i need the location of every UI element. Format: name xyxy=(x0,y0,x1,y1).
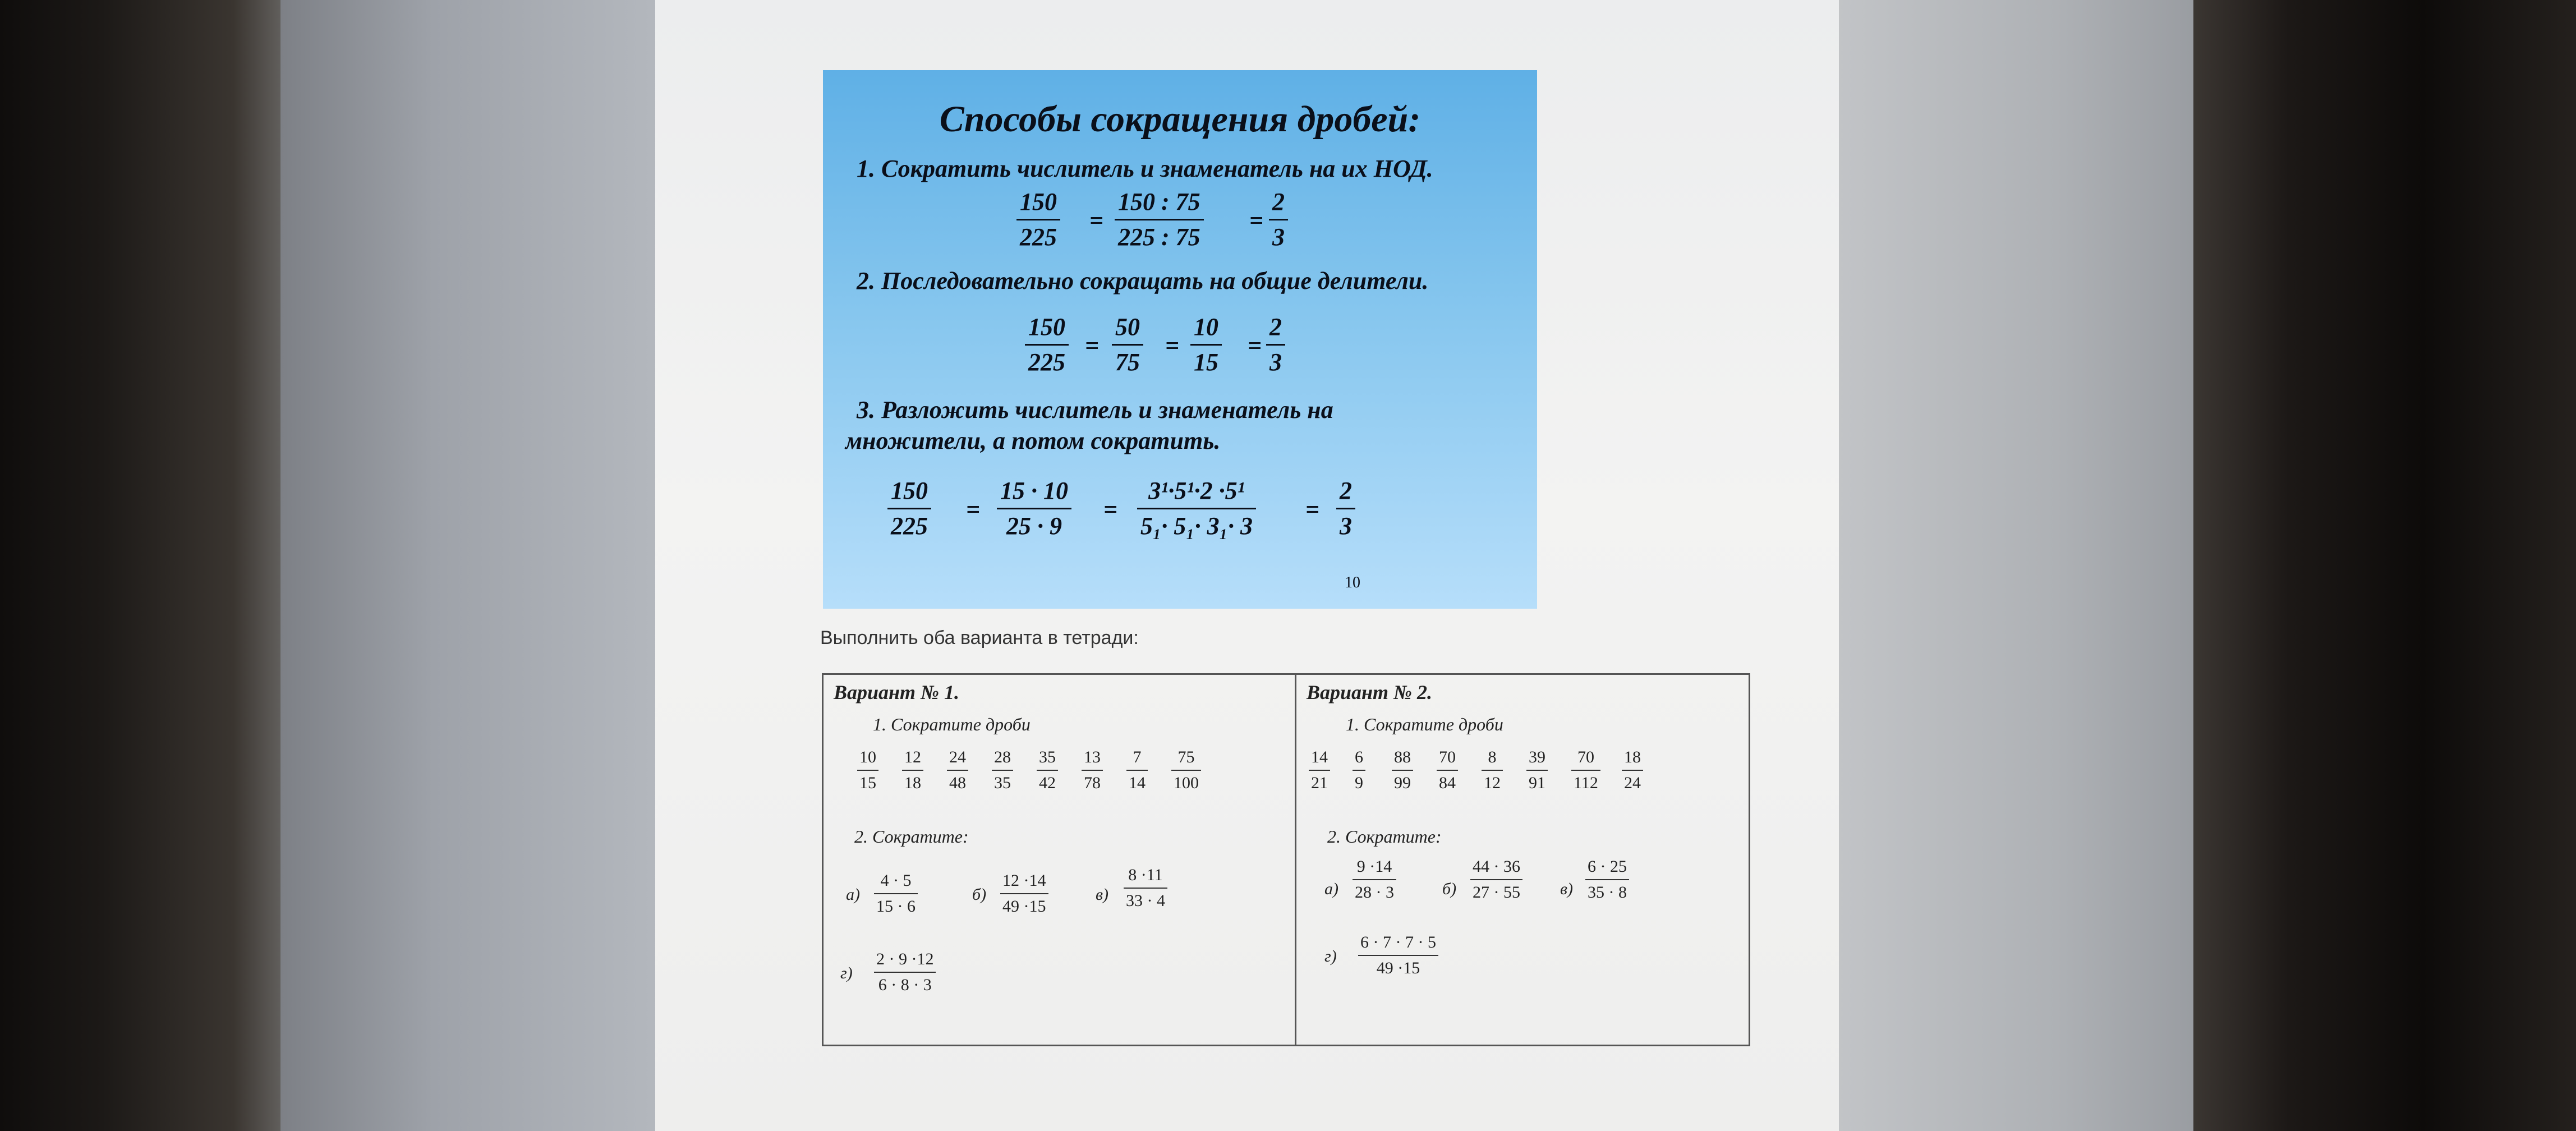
product-fraction: $\frac{12 \cdot 14}{49 \cdot 15}$ xyxy=(1000,868,1048,919)
equals-sign: = xyxy=(1085,332,1100,360)
screen-background-left xyxy=(280,0,662,1131)
equals-sign: = xyxy=(1103,496,1118,523)
fraction: $\frac{7}{14}$ xyxy=(1126,745,1148,796)
m3-fraction: $\frac{2}{3}$ xyxy=(1336,474,1355,543)
fraction: $\frac{12}{18}$ xyxy=(902,745,923,796)
m1-fraction: $\frac{2}{3}$ xyxy=(1269,185,1288,254)
product-fraction: $\frac{6 \cdot 25}{35 \cdot 8}$ xyxy=(1585,854,1629,905)
fraction: $\frac{88}{99}$ xyxy=(1392,745,1413,796)
item-label: в) xyxy=(1096,885,1109,904)
fraction: $\frac{18}{24}$ xyxy=(1622,745,1643,796)
m3-fraction: $\frac{15 \cdot 10}{25 \cdot 9}$ xyxy=(997,474,1071,543)
equals-sign: = xyxy=(1249,207,1264,235)
fraction: $\frac{14}{21}$ xyxy=(1309,745,1330,796)
item-label: а) xyxy=(1324,880,1338,898)
item-label: в) xyxy=(1560,880,1574,898)
variant-1-task-1: 1. Сократите дроби xyxy=(873,714,1031,734)
fraction: $\frac{75}{100}$ xyxy=(1171,745,1201,796)
fraction: $\frac{70}{112}$ xyxy=(1571,745,1600,796)
variant-2-title: Вариант № 2. xyxy=(1307,681,1432,704)
product-fraction: $\frac{6 \cdot 7 \cdot 7 \cdot 5}{49 \cdot 15}$ xyxy=(1358,930,1438,981)
m2-fraction: $\frac{2}{3}$ xyxy=(1266,310,1285,379)
equals-sign: = xyxy=(1165,332,1180,360)
fraction: $\frac{10}{15}$ xyxy=(857,745,878,796)
slide-title: Способы сокращения дробей: xyxy=(939,99,1421,140)
instruction-text: Выполнить оба варианта в тетради: xyxy=(820,627,1139,649)
fraction: $\frac{39}{91}$ xyxy=(1526,745,1548,796)
m2-fraction: $\frac{50}{75}$ xyxy=(1112,310,1143,379)
fraction: $\frac{28}{35}$ xyxy=(992,745,1013,796)
fraction: $\frac{35}{42}$ xyxy=(1037,745,1058,796)
fraction: $\frac{6}{9}$ xyxy=(1353,745,1365,796)
m1-fraction: $\frac{150 : 75}{225 : 75}$ xyxy=(1115,185,1204,254)
method-1-text: 1. Сократить числитель и знаменатель на их НОД. xyxy=(857,155,1433,182)
m2-fraction: $\frac{10}{15}$ xyxy=(1190,310,1222,379)
variant-1-task-2: 2. Сократите: xyxy=(854,826,969,847)
m2-fraction: $\frac{150}{225}$ xyxy=(1025,310,1069,379)
method-3-text-line2: множители, а потом сократить. xyxy=(845,427,1221,454)
slide-page-number: 10 xyxy=(1345,574,1360,591)
variant-1-column xyxy=(824,675,1296,1045)
equals-sign: = xyxy=(966,496,981,523)
reduction-methods-slide xyxy=(823,70,1537,609)
m3-fraction: $\frac{150}{225}$ xyxy=(887,474,931,543)
item-label: б) xyxy=(1442,880,1457,898)
screen-background-right xyxy=(1834,0,2205,1131)
product-fraction: $\frac{9 \cdot 14}{28 \cdot 3}$ xyxy=(1353,854,1396,905)
monitor-bezel-left xyxy=(0,0,292,1131)
item-label: г) xyxy=(1324,947,1337,966)
fraction: $\frac{70}{84}$ xyxy=(1437,745,1458,796)
product-fraction: $\frac{2 \cdot 9 \cdot 12}{6 \cdot 8 \cdot 3}$ xyxy=(874,947,936,997)
equals-sign: = xyxy=(1248,332,1262,360)
m1-fraction: $\frac{150}{225}$ xyxy=(1016,185,1060,254)
monitor-bezel-right xyxy=(2193,0,2576,1131)
fraction: $\frac{24}{48}$ xyxy=(947,745,968,796)
variant-2-task-2: 2. Сократите: xyxy=(1327,826,1442,847)
item-label: г) xyxy=(840,964,853,982)
variant-2-column xyxy=(1296,675,1749,1045)
item-label: а) xyxy=(846,885,860,904)
method-2-text: 2. Последовательно сокращать на общие делители. xyxy=(857,267,1429,295)
fraction: $\frac{8}{12}$ xyxy=(1482,745,1503,796)
fraction: $\frac{13}{78}$ xyxy=(1082,745,1103,796)
equals-sign: = xyxy=(1305,496,1320,523)
product-fraction: $\frac{44 \cdot 36}{27 \cdot 55}$ xyxy=(1470,854,1522,905)
product-fraction: $\frac{4 \cdot 5}{15 \cdot 6}$ xyxy=(874,868,918,919)
product-fraction: $\frac{8 \cdot 11}{33 \cdot 4}$ xyxy=(1124,863,1167,913)
variant-1-title: Вариант № 1. xyxy=(834,681,959,704)
variants-table xyxy=(822,673,1750,1046)
method-3-text-line1: 3. Разложить числитель и знаменатель на xyxy=(857,396,1333,424)
item-label: б) xyxy=(972,885,987,904)
m3-fraction: $\frac{\text{3¹·5¹·2 ·5¹}}{\text{5₁· 5₁· 3₁· 3}}$ xyxy=(1137,474,1256,543)
variant-2-task-1: 1. Сократите дроби xyxy=(1346,714,1503,734)
equals-sign: = xyxy=(1089,207,1104,235)
